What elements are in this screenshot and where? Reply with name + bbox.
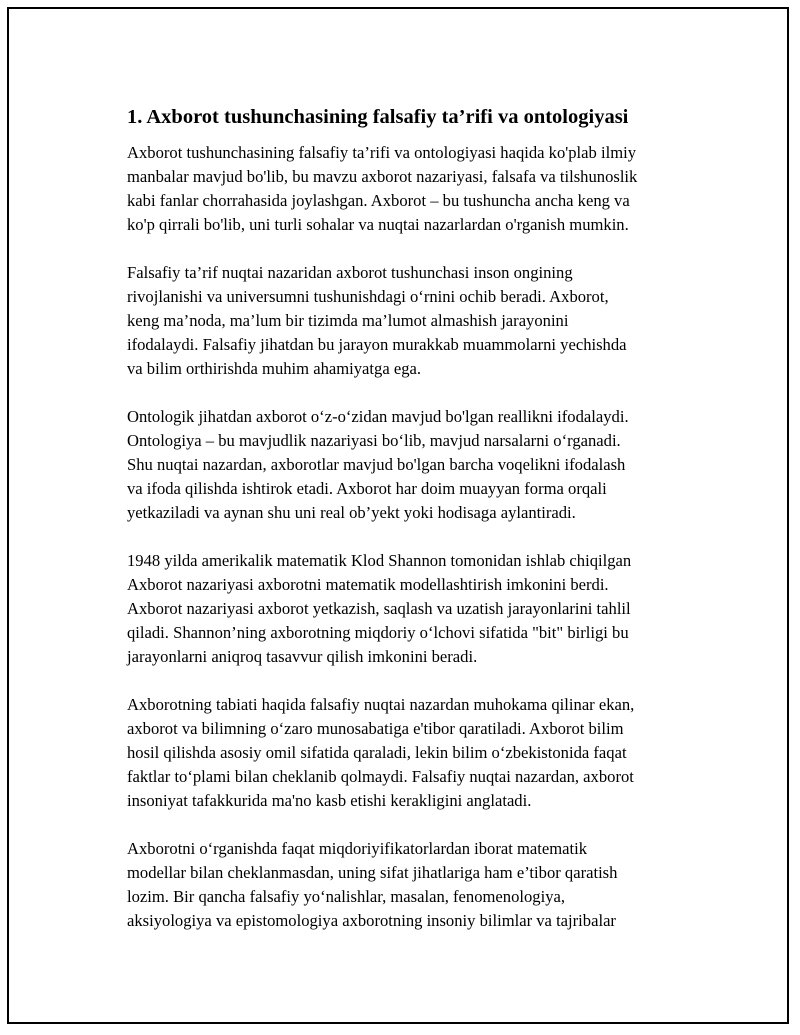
paragraph-3 — [127, 405, 707, 525]
text-line: Ontologiya – bu mavjudlik nazariyasi bo‘lib, mavjud narsalarni o‘rganadi. — [127, 431, 621, 450]
text-line: jarayonlarni aniqroq tasavvur qilish imkonini beradi. — [127, 647, 478, 666]
text-line: ko'p qirrali bo'lib, uni turli sohalar va nuqtai nazarlardan o'rganish mumkin. — [127, 215, 629, 234]
paragraph-2 — [127, 261, 707, 381]
text-line: qiladi. Shannon’ning axborotning miqdoriy o‘lchovi sifatida "bit" birligi bu — [127, 623, 629, 642]
text-line: va bilim orthirishda muhim ahamiyatga ega. — [127, 359, 422, 378]
text-line: ifodalaydi. Falsafiy jihatdan bu jarayon murakkab muammolarni yechishda — [127, 335, 627, 354]
text-line: 1948 yilda amerikalik matematik Klod Shannon tomonidan ishlab chiqilgan — [127, 551, 632, 570]
text-line: modellar bilan cheklanmasdan, uning sifat jihatlariga ham e’tibor qaratish — [127, 863, 618, 882]
text-line: insoniyat tafakkurida ma'no kasb etishi kerakligini anglatadi. — [127, 791, 532, 810]
text-line: Shu nuqtai nazardan, axborotlar mavjud bo'lgan barcha voqelikni ifodalash — [127, 455, 626, 474]
text-line: Falsafiy ta’rif nuqtai nazaridan axborot tushunchasi inson ongining — [127, 263, 573, 282]
text-line: manbalar mavjud bo'lib, bu mavzu axborot nazariyasi, falsafa va tilshunoslik — [127, 167, 638, 186]
text-line: hosil qilishda asosiy omil sifatida qaraladi, lekin bilim o‘zbekistonida faqat — [127, 743, 627, 762]
paragraph-4 — [127, 549, 707, 669]
text-line: aksiyologiya va epistomologiya axborotning insoniy bilimlar va tajribalar — [127, 911, 616, 930]
text-line: Axborotning tabiati haqida falsafiy nuqtai nazardan muhokama qilinar ekan, — [127, 695, 635, 714]
text-line: kabi fanlar chorrahasida joylashgan. Axborot – bu tushuncha ancha keng va — [127, 191, 630, 210]
text-line: keng ma’noda, ma’lum bir tizimda ma’lumot almashish jarayonini — [127, 311, 569, 330]
text-line: Axborot tushunchasining falsafiy ta’rifi va ontologiyasi haqida ko'plab ilmiy — [127, 143, 637, 162]
text-line: Axborot nazariyasi axborotni matematik modellashtirish imkonini berdi. — [127, 575, 609, 594]
text-line: rivojlanishi va universumni tushunishdagi o‘rnini ochib beradi. Axborot, — [127, 287, 609, 306]
text-line: Axborot nazariyasi axborot yetkazish, saqlash va uzatish jarayonlarini tahlil — [127, 599, 631, 618]
text-line: lozim. Bir qancha falsafiy yo‘nalishlar, masalan, fenomenologiya, — [127, 887, 566, 906]
text-line: Ontologik jihatdan axborot o‘z-o‘zidan mavjud bo'lgan reallikni ifodalaydi. — [127, 407, 629, 426]
document-body — [127, 104, 707, 957]
text-line: va ifoda qilishda ishtirok etadi. Axborot har doim muayyan forma orqali — [127, 479, 607, 498]
text-line: yetkaziladi va aynan shu uni real ob’yekt yoki hodisaga aylantiradi. — [127, 503, 576, 522]
section-heading: 1. Axborot tushunchasining falsafiy ta’rifi va ontologiyasi — [127, 106, 629, 128]
paragraph-5 — [127, 693, 707, 813]
page-frame — [7, 7, 789, 1024]
text-line: Axborotni o‘rganishda faqat miqdoriyifikatorlardan iborat matematik — [127, 839, 588, 858]
text-line: axborot va bilimning o‘zaro munosabatiga e'tibor qaratiladi. Axborot bilim — [127, 719, 624, 738]
text-line: faktlar to‘plami bilan cheklanib qolmaydi. Falsafiy nuqtai nazardan, axborot — [127, 767, 634, 786]
paragraph-1 — [127, 141, 707, 237]
paragraph-6 — [127, 837, 707, 933]
